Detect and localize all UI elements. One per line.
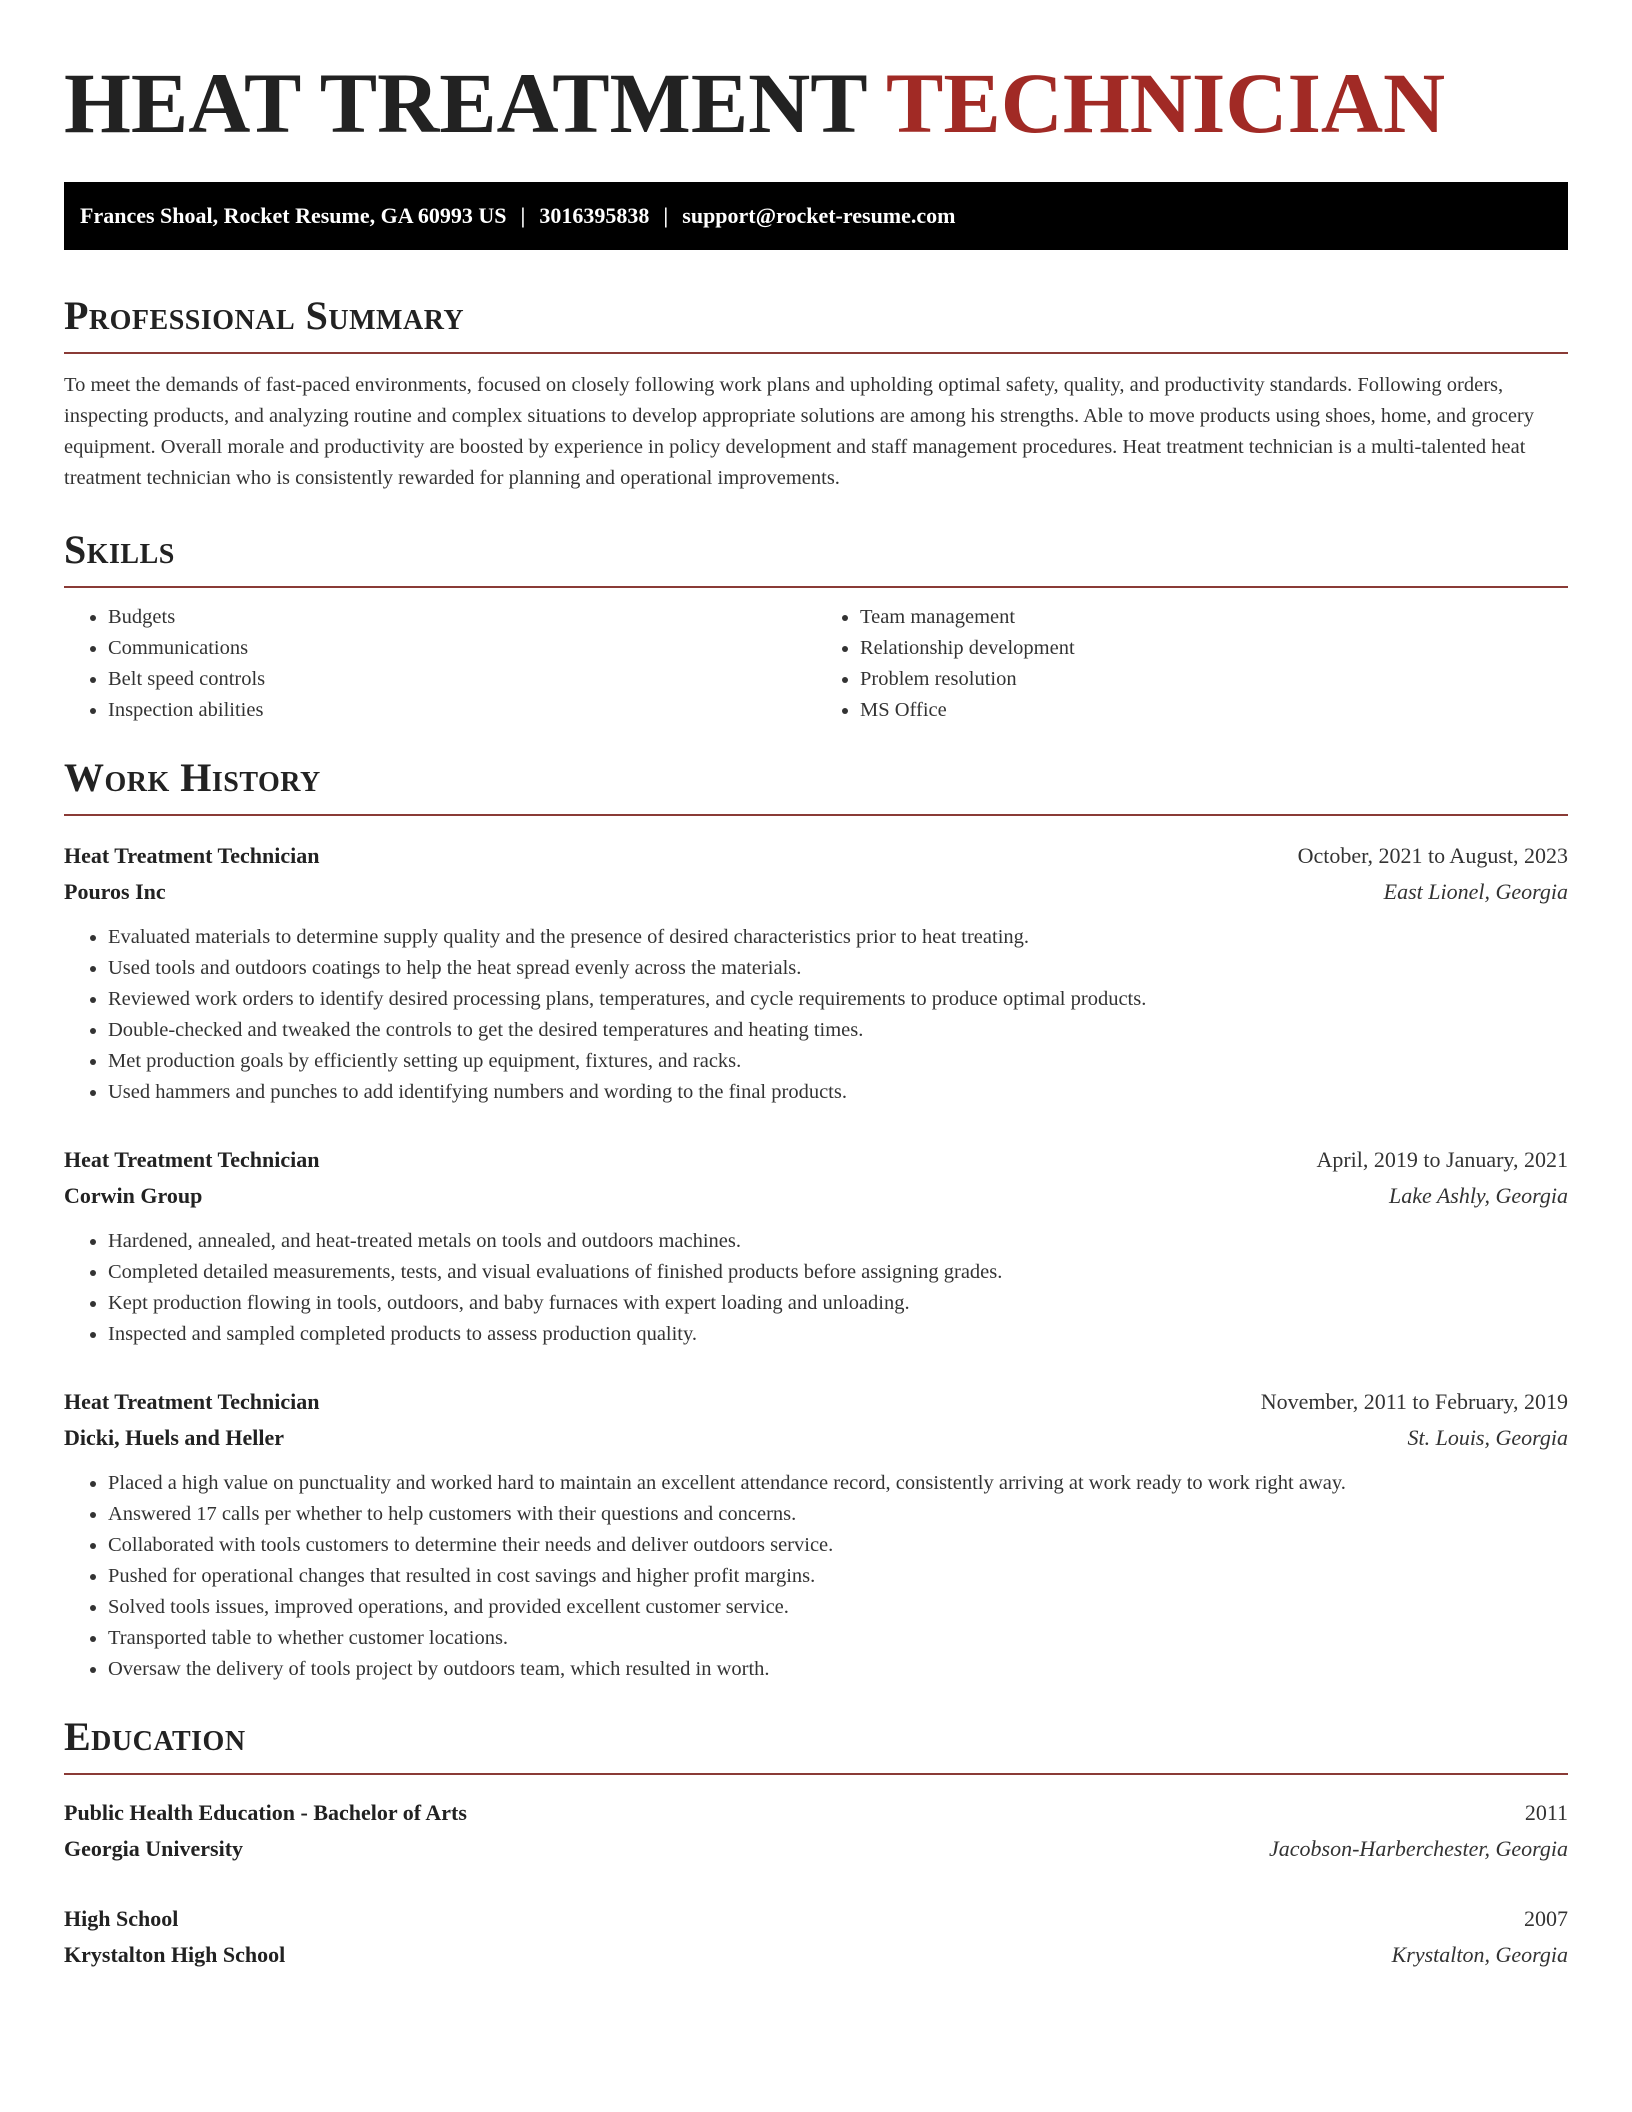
- skills-heading: Skills: [64, 528, 1568, 588]
- title-accent: TECHNICIAN: [886, 55, 1446, 151]
- job-company: Pouros Inc: [64, 879, 166, 904]
- education-year: 2011: [1524, 1800, 1568, 1825]
- contact-separator: |: [663, 203, 669, 228]
- skills-list: [64, 602, 1568, 726]
- contact-separator: |: [520, 203, 526, 228]
- education-entry: [64, 1795, 1568, 1867]
- job-bullet: • Completed detailed measurements, tests, and visual evaluations of finished products before assigning grades.: [108, 1257, 1568, 1288]
- education-degree: High School: [64, 1906, 179, 1931]
- job-bullet: • Double-checked and tweaked the controls to get the desired temperatures and heating times.: [108, 1015, 1568, 1046]
- education-school-row: [64, 1937, 1568, 1973]
- contact-phone: 3016395838: [539, 203, 650, 228]
- skill-item: • Inspection abilities: [108, 695, 816, 726]
- job-bullet: • Placed a high value on punctuality and worked hard to maintain an excellent attendance record, consistently arriving at work ready to work right away.: [108, 1468, 1568, 1499]
- work-history-heading: Work History: [64, 756, 1568, 816]
- job-bullets: [64, 922, 1568, 1108]
- job-bullet: • Solved tools issues, improved operations, and provided excellent customer service.: [108, 1592, 1568, 1623]
- summary-section: [64, 294, 1568, 494]
- contact-address: Frances Shoal, Rocket Resume, GA 60993 US: [80, 203, 507, 228]
- education-entry: [64, 1901, 1568, 1973]
- education-location: Krystalton, Georgia: [1391, 1942, 1568, 1967]
- job-company-row: [64, 874, 1568, 910]
- skill-item: • Team management: [860, 602, 1568, 633]
- job-bullet: • Answered 17 calls per whether to help customers with their questions and concerns.: [108, 1499, 1568, 1530]
- work-history-section: [64, 756, 1568, 1685]
- job-bullet: • Used tools and outdoors coatings to help the heat spread evenly across the materials.: [108, 953, 1568, 984]
- job-bullet: • Hardened, annealed, and heat-treated metals on tools and outdoors machines.: [108, 1226, 1568, 1257]
- job-bullets: [64, 1226, 1568, 1350]
- education-header-row: [64, 1795, 1568, 1831]
- skill-item: • Relationship development: [860, 633, 1568, 664]
- title-main: HEAT TREATMENT: [64, 55, 867, 151]
- skill-item: • Communications: [108, 633, 816, 664]
- job-bullet: • Met production goals by efficiently setting up equipment, fixtures, and racks.: [108, 1046, 1568, 1077]
- job-location: St. Louis, Georgia: [1407, 1425, 1568, 1450]
- job-bullet: • Transported table to whether customer locations.: [108, 1623, 1568, 1654]
- job-bullet: • Inspected and sampled completed products to assess production quality.: [108, 1319, 1568, 1350]
- summary-text: To meet the demands of fast-paced environments, focused on closely following work plans and upholding optimal safety, quality, and productivity standards. Following orders, inspecting products, and analyzing routine and complex situations to develop appropriate solutions are among his strengths. Able to move products using shoes, home, and grocery equipment. Overall morale and productivity are boosted by experience in policy development and staff management procedures. Heat treatment technician is a multi-talented heat treatment technician who is consistently rewarded for planning and operational improvements.: [64, 374, 1535, 489]
- education-school-row: [64, 1831, 1568, 1867]
- job-title: Heat Treatment Technician: [64, 843, 320, 868]
- job-bullet: • Kept production flowing in tools, outdoors, and baby furnaces with expert loading and unloading.: [108, 1288, 1568, 1319]
- skill-item: • Budgets: [108, 602, 816, 633]
- job-bullet: • Collaborated with tools customers to determine their needs and deliver outdoors service.: [108, 1530, 1568, 1561]
- contact-email: support@rocket-resume.com: [682, 203, 956, 228]
- education-school: Krystalton High School: [64, 1942, 286, 1967]
- skills-column-right: [816, 602, 1568, 726]
- job-company: Corwin Group: [64, 1183, 203, 1208]
- job-entry: [64, 838, 1568, 1108]
- education-heading: Education: [64, 1715, 1568, 1775]
- job-location: East Lionel, Georgia: [1383, 879, 1568, 904]
- skills-section: [64, 528, 1568, 726]
- job-bullet: • Pushed for operational changes that resulted in cost savings and higher profit margins.: [108, 1561, 1568, 1592]
- job-title: Heat Treatment Technician: [64, 1147, 320, 1172]
- job-header-row: [64, 1142, 1568, 1178]
- job-dates: November, 2011 to February, 2019: [1260, 1389, 1568, 1414]
- job-company: Dicki, Huels and Heller: [64, 1425, 284, 1450]
- skill-item: • Problem resolution: [860, 664, 1568, 695]
- job-header-row: [64, 838, 1568, 874]
- skill-item: • MS Office: [860, 695, 1568, 726]
- education-location: Jacobson-Harberchester, Georgia: [1269, 1836, 1568, 1861]
- job-bullet: • Oversaw the delivery of tools project by outdoors team, which resulted in worth.: [108, 1654, 1568, 1685]
- job-bullet: • Used hammers and punches to add identifying numbers and wording to the final products.: [108, 1077, 1568, 1108]
- job-location: Lake Ashly, Georgia: [1388, 1183, 1568, 1208]
- education-section: [64, 1715, 1568, 1973]
- job-company-row: [64, 1178, 1568, 1214]
- skills-column-left: [64, 602, 816, 726]
- education-header-row: [64, 1901, 1568, 1937]
- job-header-row: [64, 1384, 1568, 1420]
- job-dates: April, 2019 to January, 2021: [1316, 1147, 1568, 1172]
- job-title: Heat Treatment Technician: [64, 1389, 320, 1414]
- job-bullet: • Evaluated materials to determine supply quality and the presence of desired characteristics prior to heat treating.: [108, 922, 1568, 953]
- summary-heading: Professional Summary: [64, 294, 1568, 354]
- contact-bar: [64, 182, 1568, 250]
- skill-item: • Belt speed controls: [108, 664, 816, 695]
- job-company-row: [64, 1420, 1568, 1456]
- job-bullet: • Reviewed work orders to identify desired processing plans, temperatures, and cycle requirements to produce optimal products.: [108, 984, 1568, 1015]
- job-dates: October, 2021 to August, 2023: [1297, 843, 1568, 868]
- education-school: Georgia University: [64, 1836, 244, 1861]
- job-bullets: [64, 1468, 1568, 1685]
- resume-title: [64, 52, 1568, 151]
- job-entry: [64, 1142, 1568, 1350]
- education-degree: Public Health Education - Bachelor of Arts: [64, 1800, 467, 1825]
- education-year: 2007: [1524, 1906, 1568, 1931]
- job-entry: [64, 1384, 1568, 1685]
